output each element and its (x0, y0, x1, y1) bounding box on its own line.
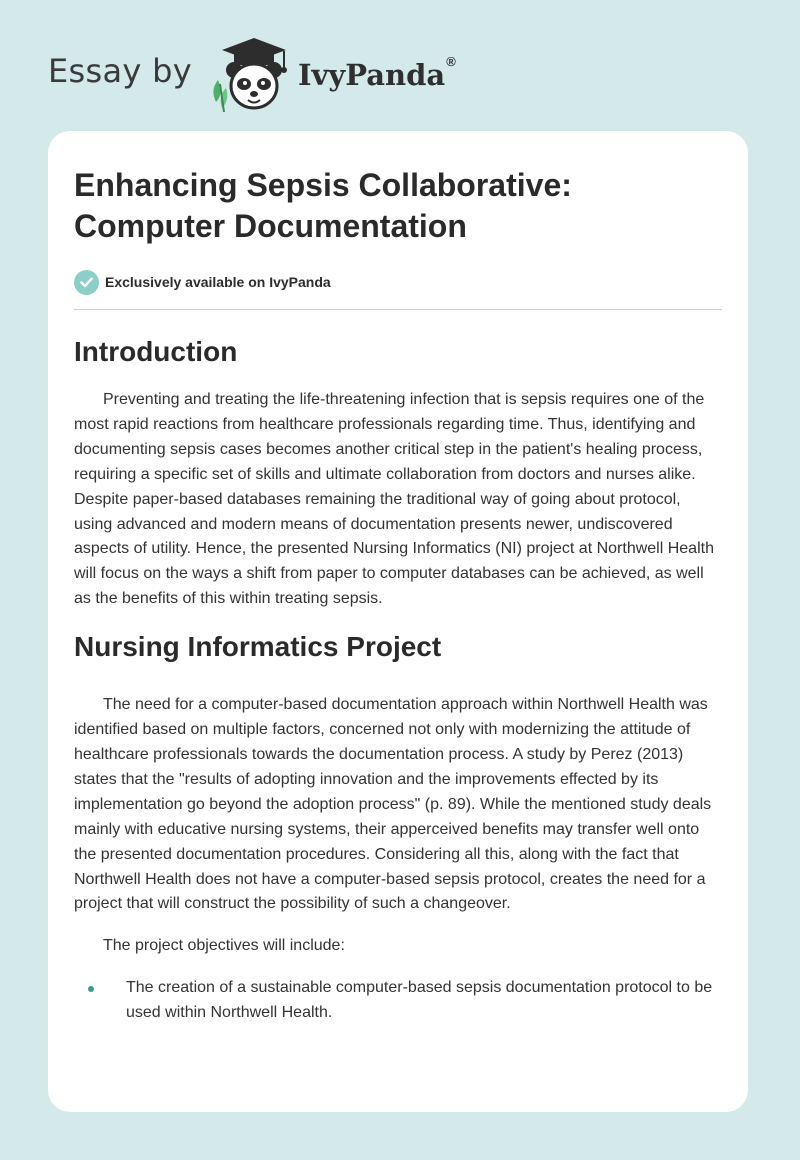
essay-title-line-2: Computer Documentation (74, 208, 467, 244)
title-divider (74, 309, 722, 310)
check-circle-icon (74, 270, 99, 295)
registered-mark: ® (446, 54, 456, 69)
section-heading-nursing-informatics: Nursing Informatics Project (74, 631, 442, 663)
essay-title (74, 165, 722, 247)
nursing-informatics-paragraph: The need for a computer-based documentation approach within Northwell Health was identified based on multiple factors, concerned not only with modernizing the attitude of healthcare professionals towards the documentation process. A study by Perez (2013) states that the "results of adopting innovation and the improvements effected by its implementation go beyond the adoption process" (p. 89). While the mentioned study deals mainly with educative nursing systems, their apperceived benefits may transfer well onto the presented documentation procedures. Considering all this, along with the fact that Northwell Health does not have a computer-based sepsis protocol, creates the need for a project that will construct the possibility of such a changeover. (74, 696, 712, 913)
exclusive-badge-text: Exclusively available on IvyPanda (105, 274, 331, 290)
site-header (48, 34, 456, 114)
list-item-text: The creation of a sustainable computer-based sepsis documentation protocol to be used within Northwell Health. (126, 979, 713, 1022)
essay-title-line-1: Enhancing Sepsis Collaborative: (74, 167, 572, 203)
exclusive-badge (74, 269, 722, 295)
objectives-list (74, 976, 722, 1026)
brand-name[interactable]: IvyPanda® (297, 54, 456, 92)
panda-logo-icon[interactable] (204, 34, 296, 114)
essay-by-label: Essay by (48, 52, 192, 90)
objectives-intro-paragraph: The project objectives will include: (103, 937, 345, 955)
section-heading-introduction: Introduction (74, 336, 238, 367)
bullet-dot-icon (88, 986, 94, 992)
introduction-paragraph: Preventing and treating the life-threatening infection that is sepsis requires one of the most rapid reactions from healthcare professionals regarding time. Thus, identifying and documenting sepsis cases becomes another critical step in the patient's healing process, requiring a specific set of skills and ultimate collaboration from doctors and nurses alike. Despite paper-based databases remaining the traditional way of going about protocol, using advanced and modern means of documentation presents newer, undiscovered aspects of utility. Hence, the presented Nursing Informatics (NI) project at Northwell Health will focus on the ways a shift from paper to computer databases can be achieved, as well as the benefits of this within treating sepsis. (74, 391, 714, 608)
list-item (74, 976, 722, 1026)
essay-card (48, 131, 748, 1112)
